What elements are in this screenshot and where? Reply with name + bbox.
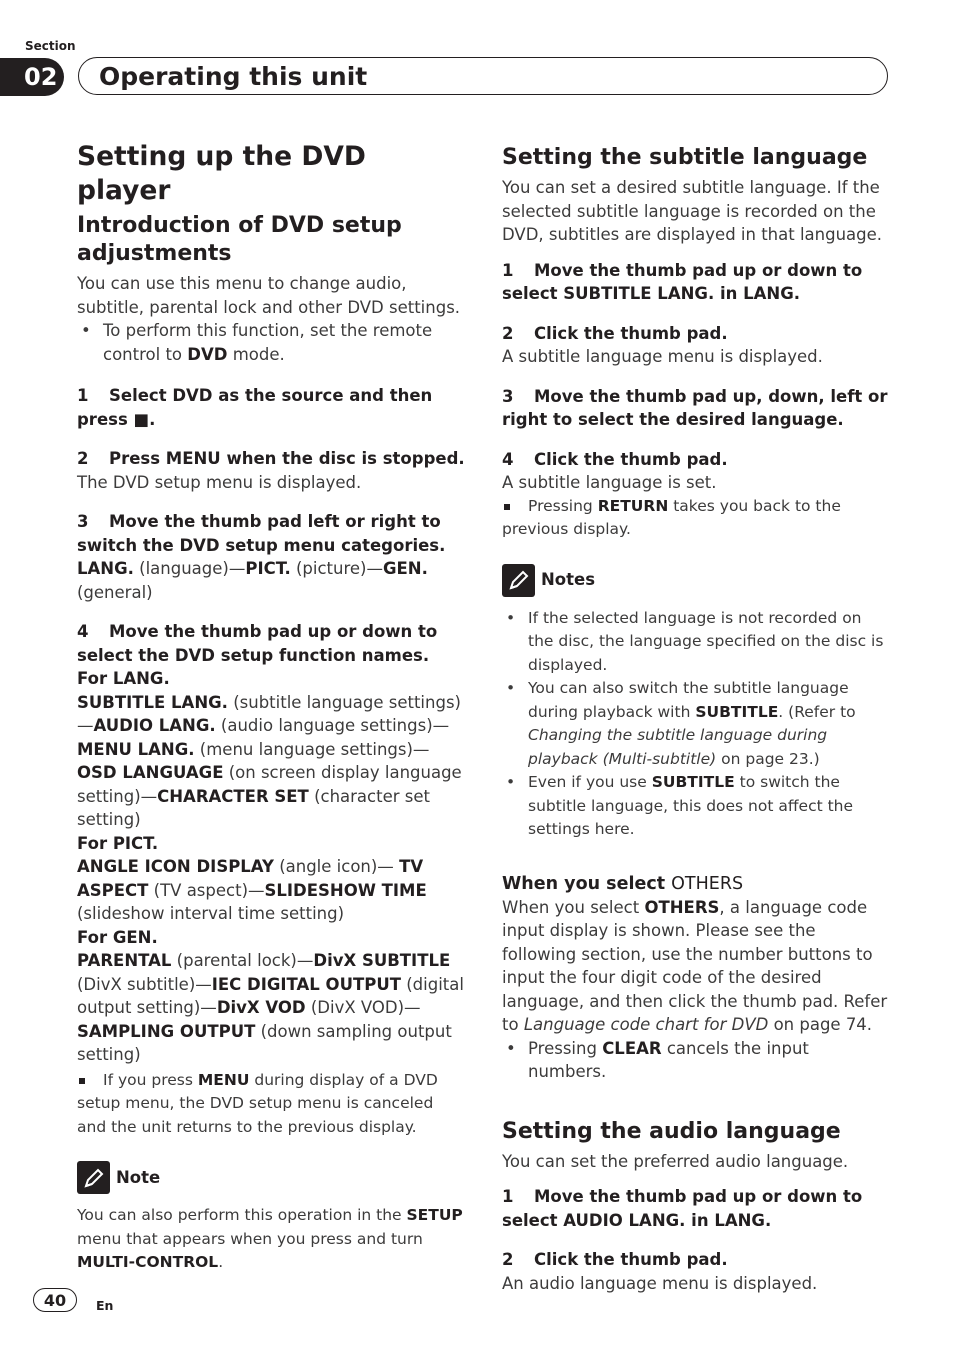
left-column [77,140,465,1275]
note-item: • Even if you use SUBTITLE to switch the subtitle language, this does not affect the settings here. [502,771,890,842]
for-gen-label: For GEN. [77,927,158,947]
section-title: Operating this unit [78,57,888,95]
gen-functions: PARENTAL (parental lock)—DivX SUBTITLE (DivX subtitle)—IEC DIGITAL OUTPUT (digital output setting)—DivX VOD (DivX VOD)— SAMPLING OUTPUT (down sampling output setting) [77,951,464,1064]
pencil-note-icon [502,564,535,597]
subtitle-step-4-desc: A subtitle language is set. [502,473,717,492]
audio-step-2: 2 Click the thumb pad. [502,1250,728,1269]
note-item: • If the selected language is not recorded on the disc, the language specified on the disc is displayed. [502,607,890,678]
section-number: 02 [0,58,64,96]
clear-note: • Pressing CLEAR cancels the input numbers. [502,1037,890,1084]
step-4: 4 Move the thumb pad up or down to select the DVD setup function names. [77,622,438,665]
step-3-categories: LANG. (language)—PICT. (picture)—GEN. (general) [77,559,428,602]
step-2-desc: The DVD setup menu is displayed. [77,472,362,492]
square-bullet-icon [504,504,510,510]
step-1: 1 Select DVD as the source and then press ■. [77,386,433,429]
audio-intro: You can set the preferred audio language. [502,1151,849,1171]
subtitle-intro: You can set a desired subtitle language. If the selected subtitle language is recorded on the DVD, subtitles are displayed in that language. [502,178,883,244]
subtitle-language-heading: Setting the subtitle language [502,145,868,170]
audio-step-2-desc: An audio language menu is displayed. [502,1273,818,1293]
subtitle-step-1: 1 Move the thumb pad up or down to select SUBTITLE LANG. in LANG. [502,260,863,303]
intro-text: You can use this menu to change audio, subtitle, parental lock and other DVD settings. [77,274,461,317]
subtitle-step-2: 2 Click the thumb pad. [502,323,728,343]
lang-functions: SUBTITLE LANG. (subtitle language settings) —AUDIO LANG. (audio language settings)— MENU LANG. (menu language settings)— OSD LANGUAGE (on screen display language setting)—CHARACTER SET (character set setting) [77,692,462,829]
for-lang-label: For LANG. [77,669,170,688]
others-heading: When you select OTHERS [502,873,744,894]
note-heading: Note [77,1161,465,1194]
section-label: Section [25,39,76,53]
audio-language-heading: Setting the audio language [502,1118,841,1144]
intro-heading: Introduction of DVD setup adjustments [77,213,402,266]
subtitle-step-3: 3 Move the thumb pad up, down, left or right to select the desired language. [502,386,888,429]
note-text: You can also perform this operation in the SETUP menu that appears when you press and turn MULTI-CONTROL. [77,1206,463,1271]
square-bullet-icon [79,1078,85,1084]
language-code: En [96,1298,114,1313]
step-2: 2 Press MENU when the disc is stopped. [77,449,465,468]
menu-cancel-note: If you press MENU during display of a DVD setup menu, the DVD setup menu is canceled and the unit returns to the previous display. [77,1070,438,1136]
step-3: 3 Move the thumb pad left or right to switch the DVD setup menu categories. [77,512,446,555]
pencil-note-icon [77,1161,110,1194]
others-text: When you select OTHERS, a language code input display is shown. Please see the following section, use the number buttons to input the four digit code of the desired language, and then click the thumb pad. Refer to Language code chart for DVD on page 74. [502,897,888,1034]
subtitle-step-4: 4 Click the thumb pad. [502,449,728,469]
audio-step-1: 1 Move the thumb pad up or down to select AUDIO LANG. in LANG. [502,1187,863,1230]
page-title: Setting up the DVD player [77,141,366,206]
notes-heading: Notes [502,564,890,597]
return-note: Pressing RETURN takes you back to the previous display. [502,496,841,538]
right-column [502,140,890,1295]
page-number: 40 [33,1288,77,1312]
subtitle-step-2-desc: A subtitle language menu is displayed. [502,347,823,366]
intro-bullet: • To perform this function, set the remote control to DVD mode. [77,319,465,366]
for-pict-label: For PICT. [77,833,159,853]
note-item: • You can also switch the subtitle language during playback with SUBTITLE. (Refer to Changing the subtitle language during playback (Multi-subtitle) on page 23.) [502,677,890,771]
pict-functions: ANGLE ICON DISPLAY (angle icon)— TV ASPECT (TV aspect)—SLIDESHOW TIME (slideshow interval time setting) [77,857,427,923]
